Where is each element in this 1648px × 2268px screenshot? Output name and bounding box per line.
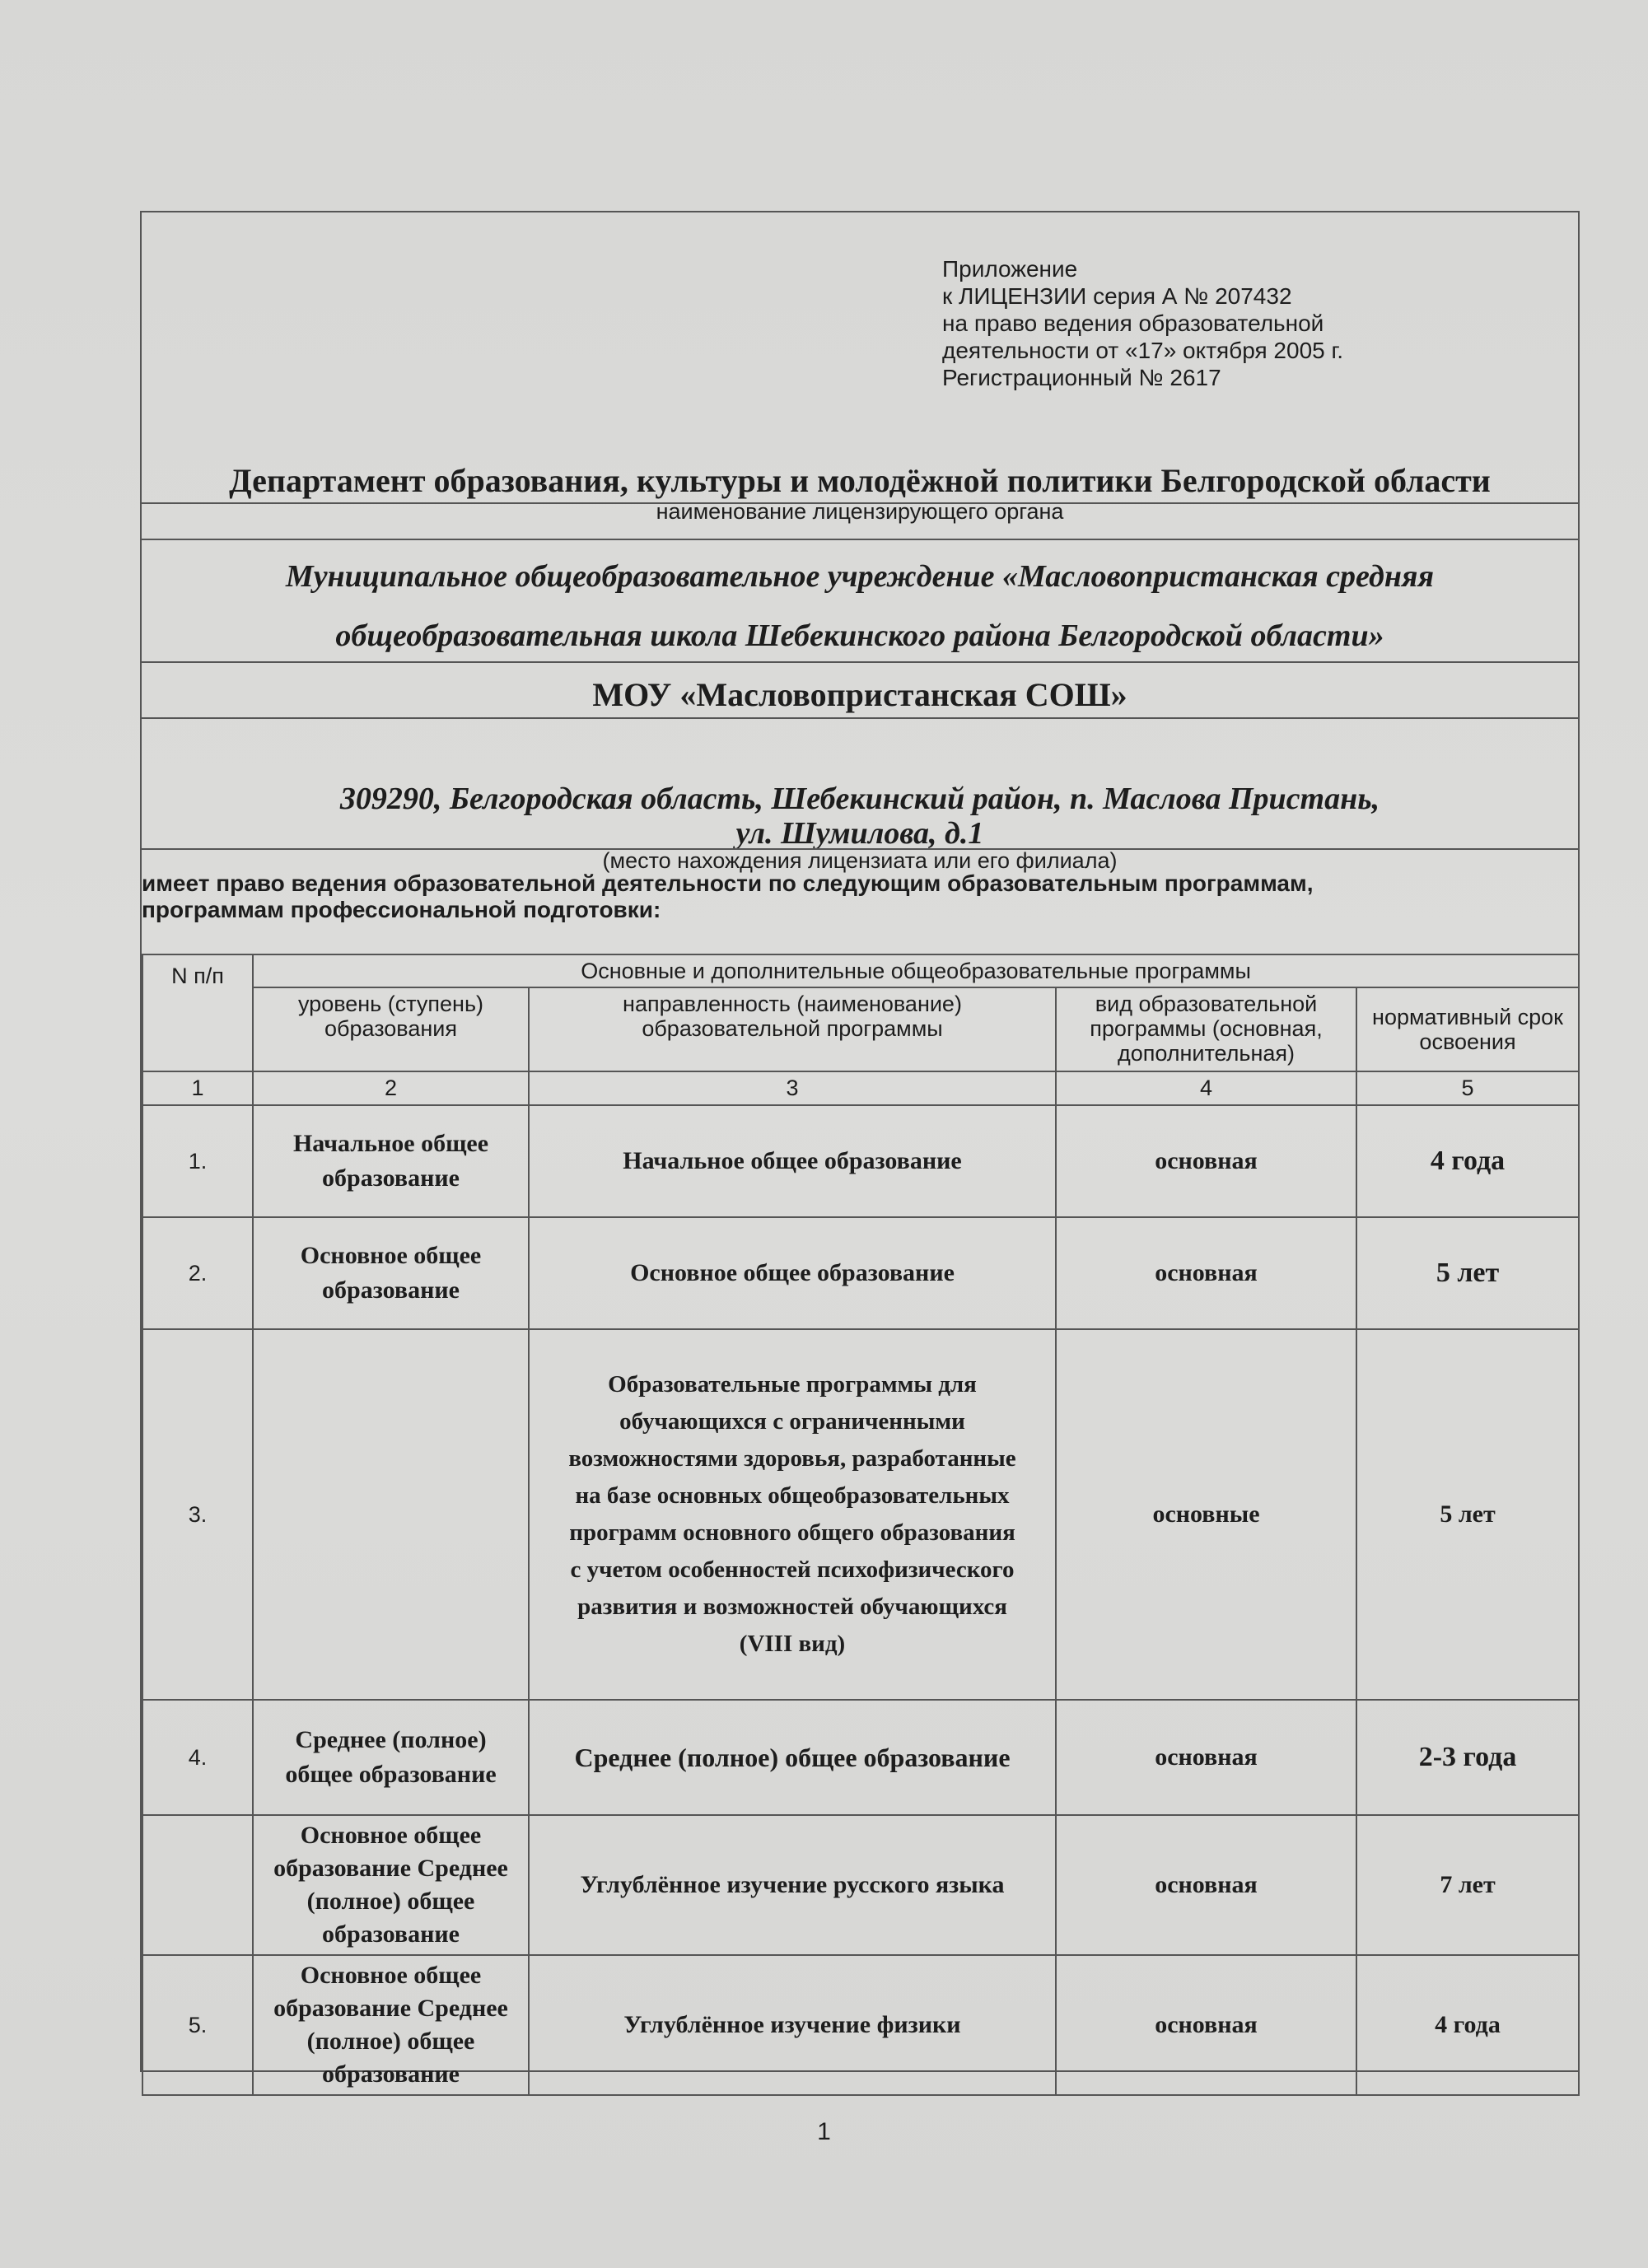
licensing-authority-name: Департамент образования, культуры и молодёжной политики Белгородской области [229, 462, 1491, 499]
row-direction: Основное общее образование [529, 1217, 1056, 1329]
header-level: уровень (ступень) образования [253, 987, 529, 1071]
row-kind: основные [1056, 1329, 1356, 1700]
row-direction: Углублённое изучение физики [529, 1955, 1056, 2095]
row-level: Начальное общее образование [253, 1105, 529, 1217]
address-caption: (место нахождения лицензиата или его филиала) [602, 848, 1118, 873]
row-number [142, 1815, 253, 1955]
licensing-authority-caption: наименование лицензирующего органа [656, 499, 1064, 524]
row-number: 1. [142, 1105, 253, 1217]
row-kind: основная [1056, 1217, 1356, 1329]
row-term: 4 года [1356, 1955, 1579, 2095]
row-kind: основная [1056, 1955, 1356, 2095]
row-term: 5 лет [1356, 1329, 1579, 1700]
divider [142, 661, 1578, 663]
rights-statement-line1: имеет право ведения образовательной деятельности по следующим образовательным программам, [142, 870, 1314, 896]
table-row [142, 1955, 1579, 2095]
table-row [142, 1329, 1579, 1700]
header-term: нормативный срок освоения [1356, 987, 1579, 1071]
row-level: Основное общее образование Среднее (полное) общее образование [253, 1955, 529, 2095]
row-number: 3. [142, 1329, 253, 1700]
row-term: 5 лет [1356, 1217, 1579, 1329]
page-number: 1 [817, 2118, 831, 2145]
row-direction: Среднее (полное) общее образование [529, 1700, 1056, 1815]
table-row [142, 1700, 1579, 1815]
rights-statement-line2: программам профессиональной подготовки: [142, 897, 661, 922]
row-number: 4. [142, 1700, 253, 1815]
header-direction: направленность (наименование) образовательной программы [529, 987, 1056, 1071]
row-direction: Углублённое изучение русского языка [529, 1815, 1056, 1955]
header-programs-group: Основные и дополнительные общеобразовательные программы [253, 954, 1579, 987]
annex-purpose: на право ведения образовательной [942, 310, 1324, 336]
organization-full-name-line1: Муниципальное общеобразовательное учреждение «Масловопристанская средняя [285, 559, 1435, 594]
row-level: Основное общее образование Среднее (полное) общее образование [253, 1815, 529, 1955]
column-number: 1 [142, 1071, 253, 1105]
column-number: 4 [1056, 1071, 1356, 1105]
table-row [142, 1217, 1579, 1329]
column-number: 2 [253, 1071, 529, 1105]
annex-date: деятельности от «17» октября 2005 г. [942, 338, 1344, 363]
column-number: 3 [529, 1071, 1056, 1105]
divider [142, 717, 1578, 719]
divider [142, 539, 1578, 540]
header-kind: вид образовательной программы (основная, дополнительная) [1056, 987, 1356, 1071]
annex-title: Приложение [942, 256, 1078, 282]
programs-table [142, 954, 1580, 2096]
row-term: 4 года [1356, 1105, 1579, 1217]
row-number: 2. [142, 1217, 253, 1329]
annex-license-number: к ЛИЦЕНЗИИ серия А № 207432 [942, 283, 1292, 309]
row-kind: основная [1056, 1815, 1356, 1955]
row-level: Среднее (полное) общее образование [253, 1700, 529, 1815]
annex-header [942, 255, 1535, 391]
column-number: 5 [1356, 1071, 1579, 1105]
annex-registration-number: Регистрационный № 2617 [942, 365, 1221, 390]
license-annex-frame [140, 211, 1580, 2088]
rights-statement [142, 870, 1575, 923]
row-direction: Начальное общее образование [529, 1105, 1056, 1217]
organization-address-line2: ул. Шумилова, д.1 [735, 816, 984, 851]
row-kind: основная [1056, 1105, 1356, 1217]
row-kind: основная [1056, 1700, 1356, 1815]
table-row [142, 1815, 1579, 1955]
table-row [142, 1105, 1579, 1217]
header-number: N п/п [142, 954, 253, 1071]
organization-address-line1: 309290, Белгородская область, Шебекинский район, п. Маслова Пристань, [339, 782, 1380, 816]
organization-short-name: МОУ «Масловопристанская СОШ» [592, 676, 1127, 713]
organization-full-name-line2: общеобразовательная школа Шебекинского района Белгородской области» [335, 618, 1384, 653]
row-term: 7 лет [1356, 1815, 1579, 1955]
row-number: 5. [142, 1955, 253, 2095]
row-term: 2-3 года [1356, 1700, 1579, 1815]
row-level [253, 1329, 529, 1700]
row-direction: Образовательные программы для обучающихся с ограниченными возможностями здоровья, разработанные на базе основных общеобразовательных программ основного общего образования с учетом особенностей психофизического развития и возможностей обучающихся (VIII вид) [529, 1329, 1056, 1700]
row-level: Основное общее образование [253, 1217, 529, 1329]
